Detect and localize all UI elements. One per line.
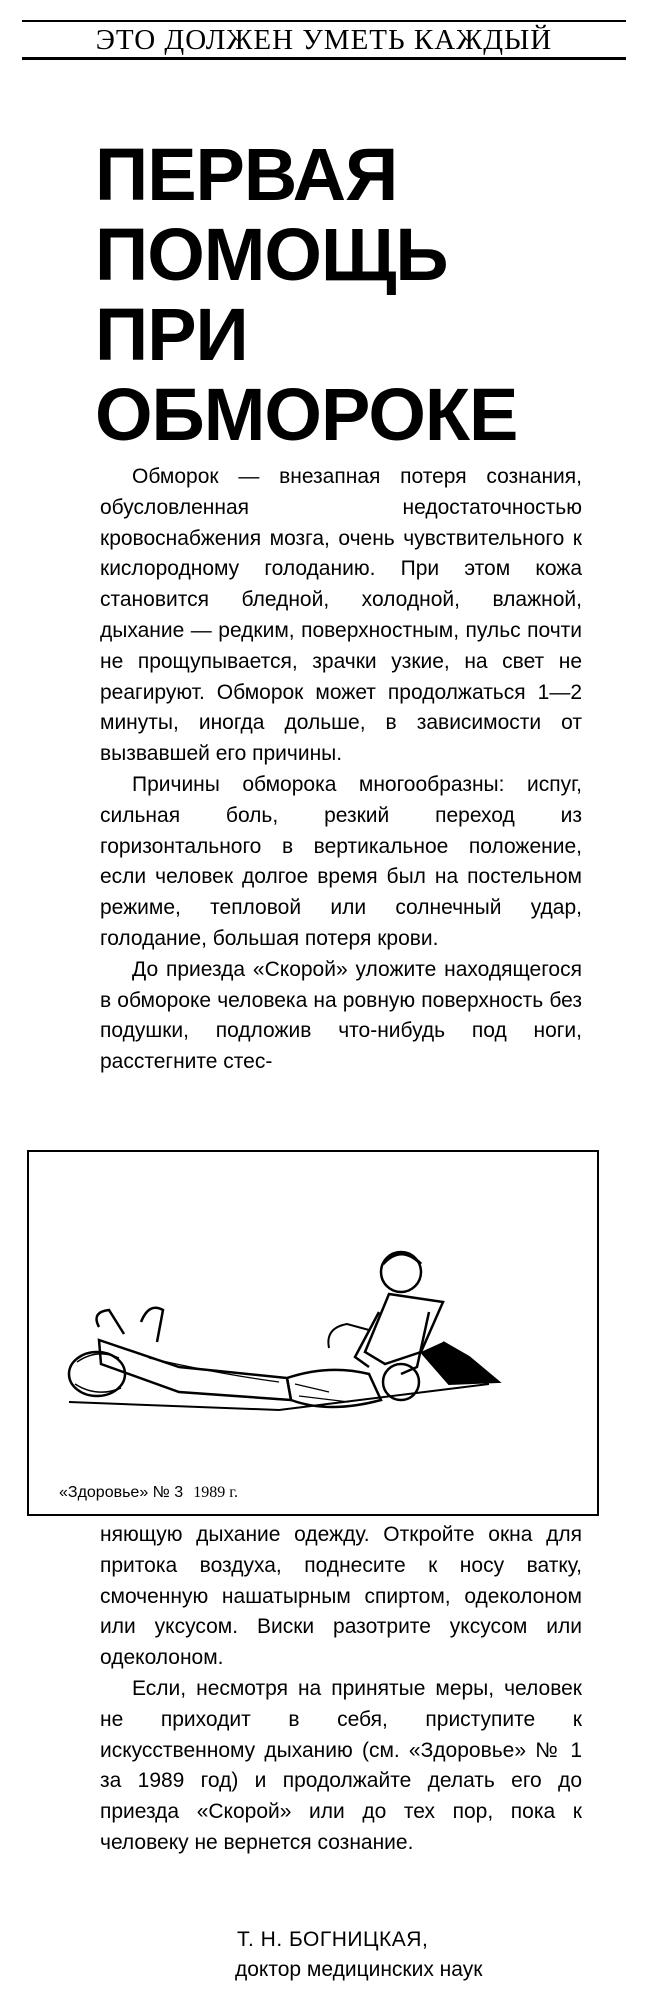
headline-line-3: ПРИ (95, 293, 248, 376)
caption-source: «Здоровье» № 3 (59, 1484, 184, 1501)
author-name: Т. Н. БОГНИЦКАЯ, (237, 1928, 429, 1951)
author-title: доктор медицинских наук (235, 1958, 483, 1981)
headline-line-2: ПОМОЩЬ (95, 213, 448, 296)
lying-person-legs (99, 1340, 291, 1400)
caption-year: 1989 г. (193, 1484, 238, 1501)
rubric-header: ЭТО ДОЛЖЕН УМЕТЬ КАЖДЫЙ (22, 20, 626, 60)
headline-line-1: ПЕРВАЯ (95, 133, 398, 216)
helper-legs (421, 1342, 499, 1384)
figure-caption (59, 1484, 238, 1502)
paragraph-causes: Причины обморока многообразны: испуг, сильная боль, резкий переход из горизонтального в вертикальное положение, если человек долгое время был на постельном режиме, тепловой или солнечный удар, голодание, большая потеря крови. (100, 772, 582, 950)
author-signature (235, 1925, 615, 1985)
first-aid-illustration (29, 1152, 597, 1514)
paragraph-first-aid: До приезда «Скорой» уложите находящегося в обмороке человека на ровную поверхность без подушки, подложив что-нибудь под ноги, расстегните стес- (100, 957, 582, 1074)
illustration-frame (27, 1150, 599, 1516)
paragraph-artificial-breathing: Если, несмотря на принятые меры, человек не приходит в себя, приступите к искусственному дыханию (см. «Здоровье» № 1 за 1989 год) и продолжайте делать его до приезда «Скорой» или до тех пор, пока к человеку не вернется сознание. (100, 1676, 582, 1854)
lying-person-torso (287, 1370, 381, 1407)
paragraph-definition: Обморок — внезапная потеря сознания, обусловленная недостаточностью кровоснабжения мозга, очень чувствительного к кислородному голоданию. При этом кожа становится бледной, холодной, влажной, дыхание — редким, поверхностным, пульс почти не прощупывается, зрачки узкие, на свет не реагируют. Обморок может продолжаться 1—2 минуты, иногда дольше, в зависимости от вызвавшей его причины. (100, 465, 582, 766)
article-body-top (100, 462, 582, 1078)
article-headline (95, 135, 615, 455)
helper-arm (355, 1312, 429, 1374)
paragraph-continuation: няющую дыхание одежду. Откройте окна для притока воздуха, поднесите к носу ватку, смоченную нашатырным спиртом, одеколоном или уксусом. Виски разотрите уксусом или одеколоном. (100, 1523, 582, 1670)
headline-line-4: ОБМОРОКЕ (95, 373, 518, 456)
article-body-bottom (100, 1520, 582, 1859)
floor-shadow (69, 1384, 489, 1410)
